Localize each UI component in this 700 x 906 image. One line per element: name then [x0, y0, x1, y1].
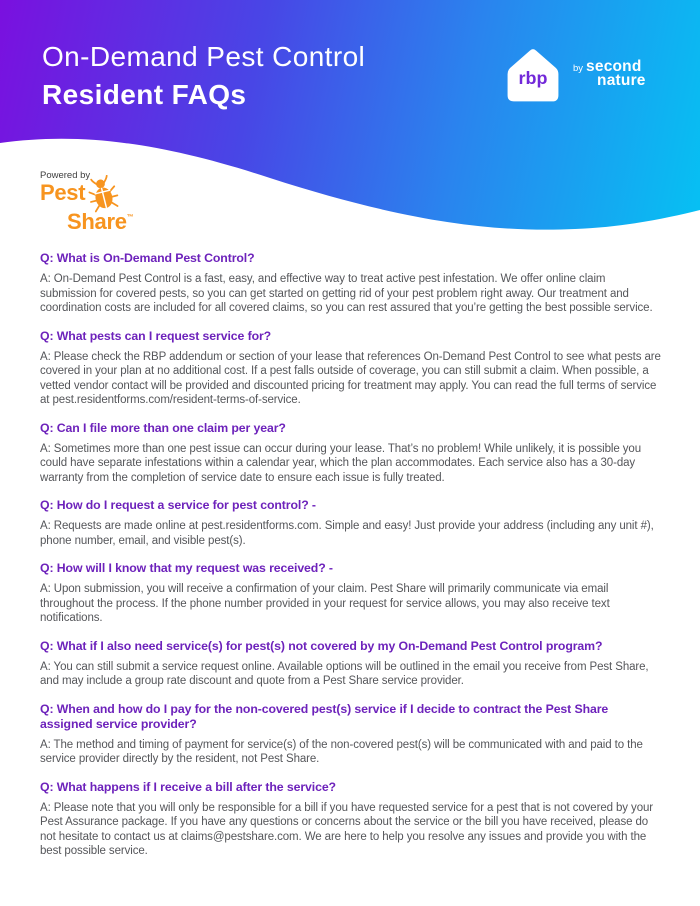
page-subtitle: Resident FAQs — [42, 79, 247, 110]
second-nature-line2: nature — [597, 72, 646, 89]
page-title: On-Demand Pest Control — [42, 41, 366, 72]
faq-item — [40, 421, 662, 486]
header-titles — [42, 40, 365, 112]
rbp-logo-text: rbp — [518, 68, 548, 89]
by-label: by — [573, 63, 584, 74]
faq-question: Q: How will I know that my request was received? - — [40, 561, 333, 575]
header-banner — [0, 0, 700, 235]
faq-list — [0, 235, 700, 859]
rbp-brand-lockup — [502, 45, 646, 107]
pest-share-word1: Pest — [40, 180, 86, 205]
second-nature-logo — [573, 60, 646, 88]
faq-item — [40, 329, 662, 408]
faq-answer: A: Please check the RBP addendum or section of your lease that references On-Demand Pest Control to see what pests are covered in your plan at no additional cost. If a pest falls outside of coverage, you can still submit a claim. When possible, a vetted vendor contact will be provided and discounted pricing for treatment may apply. You can read the full terms of service at pest.residentforms.com/resident-terms-of-service. — [40, 350, 661, 406]
faq-question: Q: What happens if I receive a bill after the service? — [40, 779, 336, 794]
faq-answer: A: You can still submit a service request online. Available options will be outlined in the email you receive from Pest Share, and may include a group rate discount and quote from a Pest Share service provider. — [40, 660, 649, 687]
faq-item — [40, 498, 662, 548]
faq-question: Q: How do I request a service for pest control? - — [40, 498, 316, 512]
faq-item — [40, 251, 662, 316]
faq-answer: A: Upon submission, you will receive a confirmation of your claim. Pest Share will primarily communicate via email throughout the process. If the phone number provided in your request for service allows, you may also receive text notifications. — [40, 583, 610, 624]
pest-share-lockup — [40, 170, 134, 232]
trademark-symbol: ™ — [126, 214, 134, 221]
faq-question: Q: What pests can I request service for? — [40, 328, 272, 343]
faq-item — [40, 561, 662, 626]
faq-answer: A: On-Demand Pest Control is a fast, easy, and effective way to treat active pest infestation. We offer online claim submission for covered pests, so you can get started on getting rid of your pest problem right away. Our treatment and coordination costs are included for all covered claims, so you can rest assured that you’re getting the best possible service. — [40, 273, 653, 314]
second-nature-line1: second — [586, 58, 642, 75]
powered-by-label: Powered by — [40, 170, 91, 181]
faq-question: Q: What if I also need service(s) for pest(s) not covered by my On-Demand Pest Control program? — [40, 638, 603, 653]
faq-question: Q: What is On-Demand Pest Control? — [40, 251, 255, 265]
faq-answer: A: Requests are made online at pest.residentforms.com. Simple and easy! Just provide your address (including any unit #), phone number, email, and visible pest(s). — [40, 520, 654, 547]
faq-item — [40, 639, 662, 689]
pest-share-word2: Share — [67, 209, 127, 234]
faq-question: Q: Can I file more than one claim per year? — [40, 420, 286, 435]
rbp-logo-icon — [502, 45, 564, 107]
faq-answer: A: Sometimes more than one pest issue can occur during your lease. That’s no problem! While unlikely, it is possible you could have separate infestations within a calendar year, which the plan accommodates. Each service also has a 30-day warranty from the completion of service date to ensure each issue is fully treated. — [40, 442, 641, 484]
faq-answer: A: Please note that you will only be responsible for a bill if you have requested service for a pest that is not covered by your Pest Assurance package. If you have any questions or concerns about the service or the bill you have received, please do not hesitate to contact us at claims@pestshare.com. We are here to help you resolve any issues and provide you with the best possible service. — [40, 801, 654, 857]
faq-item — [40, 702, 662, 767]
faq-question: Q: When and how do I pay for the non-covered pest(s) service if I decide to contract the Pest Share assigned service provider? — [40, 701, 609, 731]
faq-item — [40, 780, 662, 859]
beetle-icon — [87, 175, 119, 213]
faq-answer: A: The method and timing of payment for service(s) of the non-covered pest(s) will be communicated with and paid to the service provider directly by the resident, not Pest Share. — [40, 738, 643, 765]
